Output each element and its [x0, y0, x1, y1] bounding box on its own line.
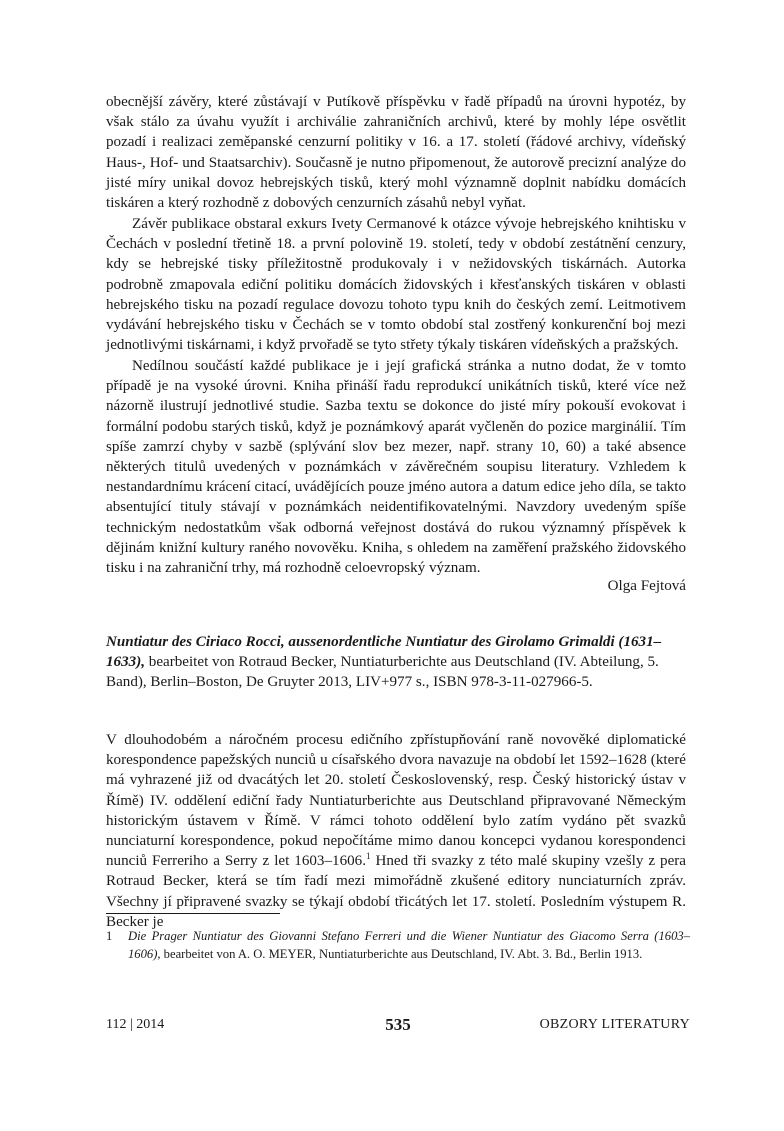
review-signature: Olga Fejtová: [607, 578, 686, 594]
footnote-details: bearbeitet von A. O. MEYER, Nuntiaturberichte aus Deutschland, IV. Abt. 3. Bd., Berlin 1913.: [160, 947, 643, 962]
footnote-reference[interactable]: 1: [366, 851, 371, 862]
page-footer: [106, 1015, 690, 1039]
paragraph-text-continued: Hned tři svazky z této malé skupiny vzešly z pera Rotraud Becker, která se tím řadí mezi mimořádně zkušené editory nunciaturních zpráv. Všechny jí připravené svazky se týkají období třicátých let 17. století. Posledním výstupem R. Becker je: [106, 853, 687, 930]
paragraph-text: Nedílnou součástí každé publikace je i její grafická stránka a nutno dodat, že v tomto případě je na vysoké úrovni. Kniha přináší řadu reprodukcí unikátních tisků, které více než názorně ilustrují jednotlivé studie. Sazba textu se dokonce do jisté míry pokouší evokovat i formální podobu starých tisků, když je poznámkový aparát vyčleněn do pozice marginálií. Tím spíše zamrzí chyby v sazbě (splývání slov bez mezer, např. strany 10, 60) a také absence některých titulů uvedených v poznámkách v závěrečném soupisu literatury. Vzhledem k nestandardnímu krácení citací, uvádějících pouze jméno autora a datum edice jeho díla, se takto absentující tituly stávají v poznámkách neidentifikovatelnými. Navzdory uvedeným spíše technickým nedostatkům však odborná veřejnost dostává do rukou významný příspěvek k dějinám knižní kultury raného novověku. Kniha, s ohledem na zaměření pražského židovského tisku i na zahraniční trhy, má rozhodně celoevropský význam.: [106, 358, 686, 577]
footnote-title: Die Prager Nuntiatur des Giovanni Stefano Ferreri und die Wiener Nuntiatur des Giacomo Serra (1603–1606),: [128, 929, 690, 962]
footnote-divider: [106, 913, 280, 914]
journal-name: OBZORY LITERATURY: [539, 1017, 690, 1032]
review-paragraph-1: [106, 92, 686, 213]
paragraph-text: V dlouhodobém a náročném procesu edičního zpřístupňování raně novověké diplomatické korespondence papežských nunciů u císařského dvora navazuje na období let 1592–1628 (které má vyhrazené již od dvacátých let 20. století Československý, resp. Český historický ústav v Římě) IV. oddělení ediční řady Nuntiaturberichte aus Deutschland připravované Německým historickým ústavem v Římě. V rámci tohoto oddělení bylo zatím vydáno pět svazků nunciaturní korespondence, pokud nepočítáme mimo danou koncepci vydanou korespondenci nunciů Ferreriho a Serry z let 1603–1606.: [106, 732, 686, 870]
bibliographic-entry: [106, 632, 686, 693]
issue-label: 112 | 2014: [106, 1017, 165, 1032]
page-number: 535: [385, 1015, 411, 1034]
review-paragraph-3: [106, 356, 686, 578]
paragraph-text: obecnější závěry, které zůstávají v Putíkově příspěvku v řadě případů na úrovni hypotéz, by však stálo za úvahu využít i archiválie zahraničních archivů, které by mohly lépe osvětlit pozadí i realizaci zeměpanské cenzurní politiky v 16. a 17. století (řádové archivy, vídeňský Haus-, Hof- und Staatsarchiv). Současně je nutno připomenout, že autorově precizní analýze do jisté míry unikal dovoz hebrejských tisků, který mohl významně doplnit nabídku domácích tiskáren a který rozhodně z dobových cenzurních zásahů nebyl vyňat.: [106, 94, 686, 212]
footnote: [106, 927, 690, 964]
footnote-number: 1: [106, 929, 113, 943]
paragraph-text: Závěr publikace obstaral exkurs Ivety Cermanové k otázce vývoje hebrejského knihtisku v Čechách v poslední třetině 18. a první polovině 19. století, tedy v období zestátnění cenzury, kdy se hebrejské tisky příležitostně produkovaly i v nežidovských tiskárnách. Autorka podrobně zmapovala ediční politiku domácích židovských i křesťanských tiskáren v oblasti hebrejského tisku na pozadí regulace dovozu tohoto typu knih do českých zemí. Leitmotivem vydávání hebrejského tisku v Čechách se v tomto období stal zostřený konkurenční boj mezi jednotlivými tiskárnami, i když prvořadě se tyto střety týkaly tiskáren vídeňských a pražských.: [106, 216, 686, 354]
footnote-text: [128, 927, 690, 964]
bibliographic-details: bearbeitet von Rotraud Becker, Nuntiaturberichte aus Deutschland (IV. Abteilung, 5. Band), Berlin–Boston, De Gruyter 2013, LIV+977 s., ISBN 978-3-11-027966-5.: [106, 654, 659, 691]
book-title: Nuntiatur des Ciriaco Rocci, aussenordentliche Nuntiatur des Girolamo Grimaldi (1631–1633),: [106, 634, 662, 671]
review-paragraph-4: [106, 730, 686, 932]
review-paragraph-2: [106, 214, 686, 355]
